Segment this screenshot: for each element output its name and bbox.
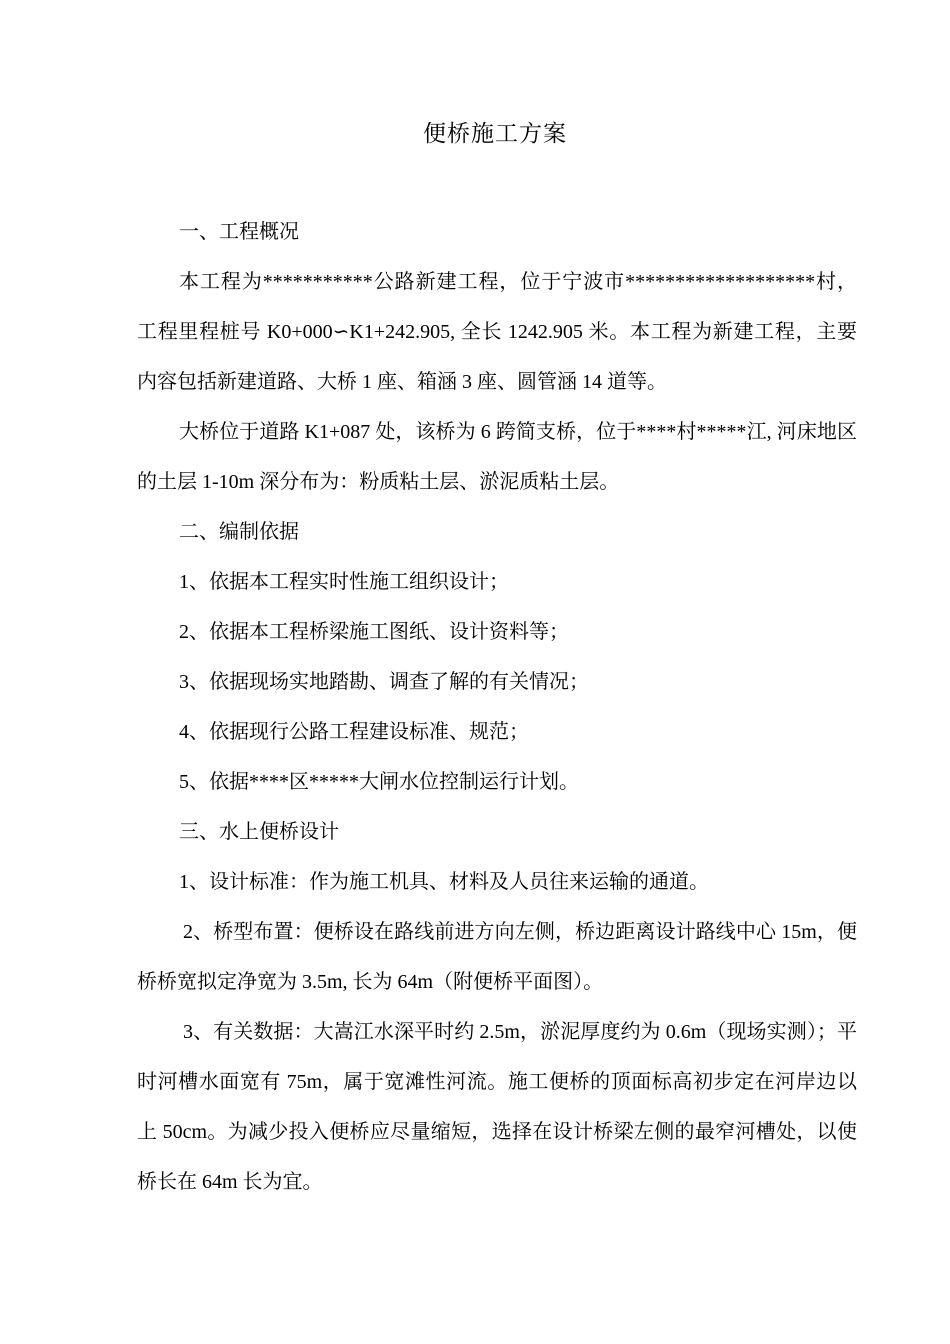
design-paragraph-layout: 2、桥型布置：便桥设在路线前进方向左侧，桥边距离设计路线中心 15m，便桥桥宽拟定净宽为 3.5m, 长为 64m（附便桥平面图）。 (137, 921, 857, 993)
basis-list-item: 4、依据现行公路工程建设标准、规范； (179, 721, 529, 743)
document-body (137, 207, 857, 1207)
section-heading-basis: 二、编制依据 (179, 521, 299, 543)
design-paragraph-data: 3、有关数据：大嵩江水深平时约 2.5m，淤泥厚度约为 0.6m（现场实测）；平时河槽水面宽有 75m，属于宽滩性河流。施工便桥的顶面标高初步定在河岸边以上 50cm。为减少投入便桥应尽量缩短，选择在设计桥梁左侧的最窄河槽处，以使桥长在 64m 长为宜。 (137, 1021, 857, 1193)
document-title: 便桥施工方案 (423, 121, 567, 146)
basis-list-item: 3、依据现场实地踏勘、调查了解的有关情况； (179, 671, 589, 693)
section-heading-overview: 一、工程概况 (179, 221, 299, 243)
basis-list-item: 2、依据本工程桥梁施工图纸、设计资料等； (179, 621, 569, 643)
design-paragraph-standard: 1、设计标准：作为施工机具、材料及人员往来运输的通道。 (179, 871, 709, 893)
basis-list-item: 1、依据本工程实时性施工组织设计； (179, 571, 509, 593)
overview-paragraph-bridge: 大桥位于道路 K1+087 处，该桥为 6 跨简支桥，位于****村*****江, 河床地区的土层 1-10m 深分布为：粉质粘土层、淤泥质粘土层。 (137, 421, 857, 493)
section-heading-design: 三、水上便桥设计 (179, 821, 339, 843)
overview-paragraph-project: 本工程为***********公路新建工程，位于宁波市*******************村，工程里程桩号 K0+000∽K1+242.905, 全长 1242.905 米。本工程为新建工程，主要内容包括新建道路、大桥 1 座、箱涵 3 座、圆管涵 14 道等。 (137, 271, 857, 393)
basis-list-item: 5、依据****区*****大闸水位控制运行计划。 (179, 771, 579, 793)
